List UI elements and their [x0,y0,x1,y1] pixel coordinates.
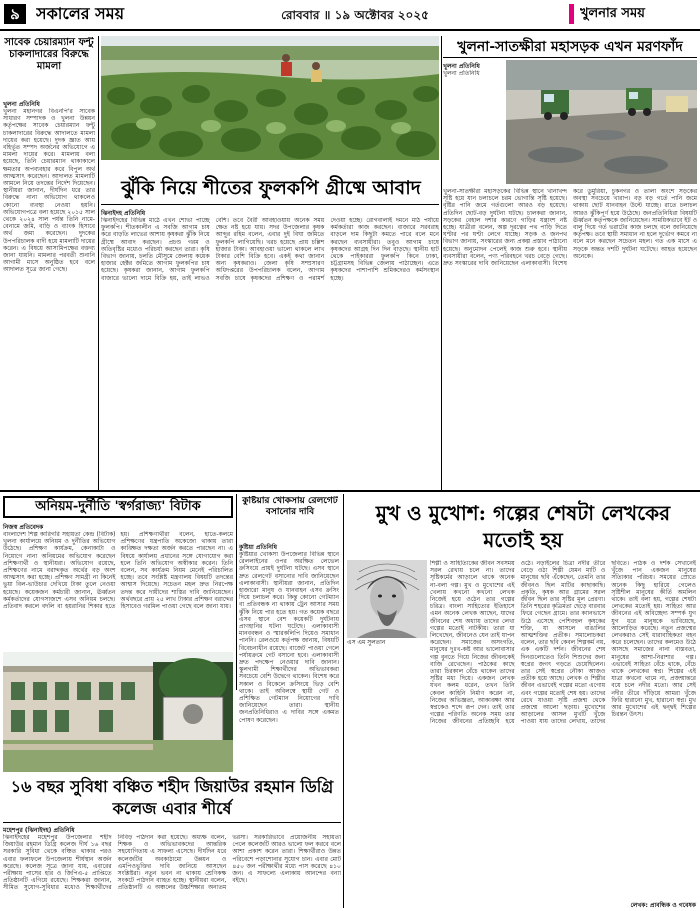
highway-story-headline: খুলনা-সাতক্ষীরা মহাসড়ক এখন মরণফাঁদ [457,39,683,55]
corruption-story-body: বাংলাদেশ শিল্প কারিগরি সহায়তা কেন্দ্র (বিটাক) খুলনা কার্যালয়ে অনিয়ম ও দুর্নীতির অভিযোগ উঠেছে। প্রশিক্ষণ কার্যক্রম, কেনাকাটা ও নিয়োগে নানা অনিয়মের অভিযোগ করেছেন প্রশিক্ষণার্থী ও স্থানীয়রা। অভিযোগ রয়েছে, প্রশিক্ষণের নামে বরাদ্দকৃত অর্থের বড় অংশ আত্মসাৎ করা হচ্ছে। প্রশিক্ষণ সামগ্রী না কিনেই ভুয়া বিল-ভাউচার দেখিয়ে টাকা তুলে নেওয়া হয়েছে। কয়েকজন কর্মচারী জানান, ঊর্ধ্বতন কর্মকর্তাদের যোগসাজশে এসব অনিয়ম চলছে। প্রতিবাদ করলে বদলি বা হয়রানির শিকার হতে হয়। প্রশিক্ষণার্থীরা বলেন, হাতে-কলমে প্রশিক্ষণের যন্ত্রপাতি অকেজো থাকায় তারা কাঙ্ক্ষিত দক্ষতা অর্জন করতে পারছেন না। এ বিষয়ে কার্যালয় প্রধানের সঙ্গে যোগাযোগ করা হলে তিনি অভিযোগ অস্বীকার করেন। তিনি বলেন, সব কার্যক্রম নিয়ম মেনেই পরিচালিত হচ্ছে। তবে সংশ্লিষ্ট মন্ত্রণালয় বিষয়টি তদন্তের আশ্বাস দিয়েছে। সচেতন মহল দ্রুত নিরপেক্ষ তদন্ত করে দায়ীদের শাস্তির দাবি জানিয়েছেন। অর্থবছরে প্রায় ২৫ লাখ টাকার প্রশিক্ষণ বরাদ্দের হিসাবেও গরমিল পাওয়া গেছে বলে জানা যায়। [3,531,233,611]
section-bar [569,4,574,24]
publication-date: রোববার ॥ ১৯ অক্টোবর ২০২৫ [281,8,429,22]
kushtia-story-headline: কুষ্টিয়ার খোকসায় রেলগেট বসানোর দাবি [242,496,338,517]
page-number: ৯ [10,5,20,23]
cauliflower-story-body: ঝিনাইদহের বিভিন্ন মাঠে এখন শোভা পাচ্ছে ফুলকপি। শীতকালীন এ সবজি আগাম চাষ করে বাড়তি লাভের আশায় কৃষকরা ঝুঁকি নিয়ে গ্রীষ্মে আবাদ করছেন। প্রচণ্ড গরম ও অতিবৃষ্টির মধ্যেও পরিচর্যা করছেন তারা। কৃষি বিভাগ জানায়, চলতি মৌসুমে জেলায় কয়েক হাজার হেক্টর জমিতে আগাম ফুলকপির চাষ হয়েছে। কৃষকরা জানান, আগাম ফুলকপি বাজারে ভালো দামে বিক্রি হয়, তাই লাভও বেশি। তবে বৈরী আবহাওয়ায় অনেক সময় ক্ষেত নষ্ট হয়ে যায়। সদর উপজেলার কৃষক আব্দুর রহিম বলেন, এবার দুই বিঘা জমিতে ফুলকপি লাগিয়েছি। খরচ হয়েছে প্রায় চল্লিশ হাজার টাকা। আবহাওয়া ভালো থাকলে লাখ টাকার বেশি বিক্রি হবে। একই কথা জানান অন্য কৃষকরাও। জেলা কৃষি সম্প্রসারণ অধিদপ্তরের উপপরিচালক বলেন, আগাম সবজি চাষে কৃষকদের প্রশিক্ষণ ও পরামর্শ দেওয়া হচ্ছে। রোগবালাই দমনে মাঠ পর্যায়ে কর্মকর্তারা কাজ করছেন। বাজারে সরবরাহ বাড়লে দাম কিছুটা কমতে পারে বলে মনে করছেন ব্যবসায়ীরা। তবুও আগাম চাষে কৃষকদের আগ্রহ দিন দিন বাড়ছে। স্থানীয় হাট থেকে পাইকাররা ফুলকপি কিনে ঢাকা, চট্টগ্রামসহ বিভিন্ন জেলায় পাঠাচ্ছেন। এতে কৃষকদের পাশাপাশি শ্রমিকদেরও কর্মসংস্থান হচ্ছে। [101,217,439,282]
writer-portrait-illustration [347,560,427,638]
college-story-byline: মহেশপুর (ঝিনাইদহ) প্রতিনিধি [3,827,75,834]
column-rule-kushtia [236,494,237,690]
chairman-story-heading: সাবেক চেয়ারম্যান ফন্টু চাকলাদারের বিরুদ্ধে মামলা [4,37,94,72]
college-building-photo [3,652,233,772]
cauliflower-field-illustration [101,36,439,160]
kushtia-story-body: কুষ্টিয়ার খোকসা উপজেলার বিভিন্ন স্থানে রেললাইনের ওপর অরক্ষিত লেভেল ক্রসিংয়ে প্রায়ই দুর্ঘটনা ঘটছে। এসব স্থানে দ্রুত রেলগেট বসানোর দাবি জানিয়েছেন এলাকাবাসী। স্থানীয়রা জানান, প্রতিদিন হাজারো মানুষ ও যানবাহন এসব ক্রসিং দিয়ে চলাচল করে। কিন্তু কোনো গেটম্যান বা প্রতিবন্ধক না থাকায় ট্রেন আসার সময় ঝুঁকি নিয়ে পার হতে হয়। গত কয়েক বছরে এসব স্থানে বেশ কয়েকটি দুর্ঘটনায় প্রাণহানির ঘটনা ঘটেছে। এলাকাবাসী মানববন্ধন ও স্মারকলিপি দিয়েও সমাধান পাননি। রেলওয়ে কর্তৃপক্ষ জানায়, বিষয়টি বিবেচনাধীন রয়েছে। বাজেট পাওয়া গেলে পর্যায়ক্রমে গেট বসানো হবে। এলাকাবাসী দ্রুত পদক্ষেপ নেওয়ার দাবি জানান। স্কুলগামী শিক্ষার্থীদের অভিভাবকরা সবচেয়ে বেশি উদ্বেগে থাকেন। বিশেষ করে সকাল ও বিকেলে ক্রসিংয়ে ভিড় বেশি থাকে। তাই অবিলম্বে স্থায়ী গেট ও প্রশিক্ষিত গেটম্যান নিয়োগের দাবি জানিয়েছেন তারা। স্থানীয় জনপ্রতিনিধিরাও এ দাবির সঙ্গে একমত পোষণ করেছেন। [239,551,339,724]
college-story-headline: ১৬ বছর সুবিধা বঞ্চিত শহীদ জিয়াউর রহমান ডিগ্রি কলেজ এবার শীর্ষে [10,777,334,818]
section-name: খুলনার সময় [580,6,645,21]
column-rule-left [98,36,99,490]
feature-story-author: লেখক: প্রাবন্ধিক ও গবেষক [630,902,696,909]
college-headline-rule [3,822,341,823]
highway-photo [506,60,697,184]
chairman-story-byline: খুলনা প্রতিনিধি [3,101,40,108]
writer-portrait-caption: এস এম সুলতান [347,639,386,646]
feature-story-body-side [347,650,427,908]
writer-portrait-photo [347,560,427,638]
highway-illustration [506,60,697,184]
kushtia-story-byline: কুষ্টিয়া প্রতিনিধি [239,544,277,551]
upper-section-rule [0,490,700,492]
feature-story-body: শিল্পী ও সাহিত্যিকের জীবন সবসময় সরল রেখায় চলে না। তাদের সৃষ্টিকর্মের আড়ালে থাকে অনেক না-বলা গল্প। মুখ ও মুখোশের এই খেলায় কখনো কখনো লেখক নিজেই হয়ে ওঠেন তার গল্পের চরিত্র। বাংলা সাহিত্যের ইতিহাসে এমন অনেক লেখক আছেন, যাদের জীবনের শেষ অধ্যায় তাদের লেখা গল্পের মতোই নাটকীয়। তারা যা লিখেছেন, জীবনেও যেন তাই যাপন করেছেন। সমাজের অসংগতি, মানুষের দুঃখ-কষ্ট আর ভালোবাসার গল্প বুনতে গিয়ে নিজের জীবনকেই বাজি রেখেছেন। পাঠকের কাছে তারা চিরকাল বেঁচে থাকেন তাদের সৃষ্টির মধ্য দিয়ে। একজন লেখক যখন কলম ধরেন, তখন তিনি কেবল কাহিনি নির্মাণ করেন না, নিজের অভিজ্ঞতা, আকাঙ্ক্ষা আর স্বপ্নকেও শব্দে রূপ দেন। তাই তার গল্পের পরিণতি অনেক সময় তার নিজের জীবনের প্রতিচ্ছবি হয়ে ওঠে। নড়াইলের চিত্রা নদীর তীরে বেড়ে ওঠা শিল্পী যেমন মাটি ও মানুষের ছবি এঁকেছেন, তেমনি তার জীবনও ছিল মাটির কাছাকাছি। প্রকৃতি, কৃষক আর গ্রামের সরল জীবন ছিল তার সৃষ্টির মূল প্রেরণা। তিনি শহরের কৃত্রিমতা ছেড়ে বারবার ফিরে গেছেন গ্রামে। তার ক্যানভাসে উঠে এসেছে পেশিবহুল কৃষকের শক্তি, যা আসলে বাঙালির আত্মশক্তির প্রতীক। সমালোচকরা বলেন, তার ছবি কেবল শিল্পকর্ম নয়, এক একটি দর্শন। জীবনের শেষ দিনগুলোতেও তিনি শিশুদের জন্য স্বপ্নের জগৎ গড়তে চেয়েছিলেন। তার সেই স্বপ্নের নৌকা আজও প্রতীক হয়ে আছে। লেখক ও শিল্পীর জীবন এভাবেই গল্পের মতো এগোয় এবং গল্পের মতোই শেষ হয়। তাদের রেখে যাওয়া সৃষ্টি প্রজন্ম থেকে প্রজন্মে আলো ছড়ায়। মুখোশের আড়ালের আসল মুখটি খুঁজে পাওয়া যায় তাদের লেখায়, তাদের ছবিতে। পাঠক ও দর্শক সেখানেই খুঁজে পান একজন মানুষের সত্যিকার পরিচয়। সময়ের স্রোতে অনেক কিছু হারিয়ে গেলেও সৃষ্টিশীল মানুষের কীর্তি অমলিন থাকে। তাই বলা হয়, গল্পের শেষটা লেখকের মতোই হয়। সাহিত্য আর জীবনের এই অবিচ্ছেদ্য সম্পর্ক যুগ যুগ ধরে মানুষকে ভাবিয়েছে, আলোড়িত করেছে। নতুন প্রজন্মের লেখকরাও সেই ধারাবাহিকতা বহন করে চলেছেন। তাদের কলমেও উঠে আসছে সমাজের নানা বাস্তবতা, মানুষের আশা-নিরাশার গল্প। এভাবেই সাহিত্য বেঁচে থাকে, বেঁচে থাকে লেখকের স্বপ্ন। শিল্পের এই যাত্রা কখনো থামে না, প্রজন্মান্তরে বয়ে চলে নদীর মতো। আর সেই নদীর তীরে দাঁড়িয়ে আমরা খুঁজে ফিরি হারানো মুখ, হারানো স্বপ্ন। মুখ আর মুখোশের এই দ্বন্দ্বই শিল্পের চিরন্তন উৎস। [430,560,696,726]
column-rule-right [441,36,442,490]
highway-story-body: খুলনা-সাতক্ষীরা মহাসড়কের বিভিন্ন স্থানে খানাখন্দ সৃষ্টি হয়ে যান চলাচলে চরম ভোগান্তি সৃষ্টি হয়েছে। বৃষ্টির পানি জমে গর্তগুলো আরও বড় হয়েছে। প্রতিদিন ছোট-বড় দুর্ঘটনা ঘটছে। চালকরা জানান, সড়কের বেহাল দশার কারণে গাড়ির যন্ত্রাংশ নষ্ট হচ্ছে। যাত্রীরা বলেন, অল্প দূরত্বের পথ পাড়ি দিতে ঘণ্টার পর ঘণ্টা লেগে যাচ্ছে। সড়ক ও জনপথ বিভাগ জানায়, সংস্কারের জন্য প্রকল্প প্রস্তাব পাঠানো হয়েছে। অনুমোদন পেলেই কাজ শুরু হবে। স্থানীয় ব্যবসায়ীরা বলেন, পণ্য পরিবহনে খরচ বেড়ে গেছে। দ্রুত সংস্কারের দাবি জানিয়েছেন এলাকাবাসী। বিশেষ করে ডুমুরিয়া, চুকনগর ও তালা অংশে সড়কের অবস্থা সবচেয়ে খারাপ। বড় বড় গর্তে পানি জমে থাকায় ছোট যানবাহন উল্টে যাচ্ছে। রাতে চলাচল আরও ঝুঁকিপূর্ণ হয়ে উঠেছে। জনপ্রতিনিধিরা বিষয়টি ঊর্ধ্বতন কর্তৃপক্ষকে জানিয়েছেন। সাময়িকভাবে ইট ও বালু দিয়ে গর্ত ভরাটের কাজ চলছে বলে জানিয়েছে কর্তৃপক্ষ। তবে স্থায়ী সমাধান না হলে দুর্ভোগ কমবে না বলে মনে করছেন সচেতন মহল। গত এক মাসে এ সড়কে অন্তত দশটি দুর্ঘটনা ঘটেছে। আহত হয়েছেন অনেকে। [443,188,697,268]
cauliflower-story-byline: ঝিনাইদহ প্রতিনিধি [101,210,146,217]
chairman-story-body: খুলনা মহানগর বিএনপি'র সাবেক সাধারণ সম্পাদক ও খুলনা উন্নয়ন কর্তৃপক্ষের সাবেক চেয়ারম্যান ফন্টু চাকলাদারের বিরুদ্ধে আদালতে মামলা দায়ের করা হয়েছে। দুদক জ্ঞাত আয় বহির্ভূত সম্পদ অর্জনের অভিযোগে এ মামলা দায়ের করে। মামলায় বলা হয়েছে, তিনি চেয়ারম্যান থাকাকালে ক্ষমতার অপব্যবহার করে বিপুল অর্থ আত্মসাৎ করেছেন। আদালত মামলাটি আমলে নিয়ে তদন্তের নির্দেশ দিয়েছেন। স্থানীয়রা জানান, দীর্ঘদিন ধরে তার বিরুদ্ধে নানা অভিযোগ থাকলেও কোনো ব্যবস্থা নেওয়া হয়নি। অভিযোগপত্রে বলা হয়েছে ২০১৫ সাল থেকে ২০২৪ সাল পর্যন্ত তিনি নামে-বেনামে জমি, বাড়ি ও ব্যাংক হিসাবে অর্থ জমা করেছেন। দুদকের উপপরিচালক বাদী হয়ে মামলাটি দায়ের করেন। এ বিষয়ে আসামিপক্ষের বক্তব্য জানা যায়নি। মামলার পরবর্তী শুনানি আগামী মাসে অনুষ্ঠিত হবে বলে আদালত সূত্রে জানা গেছে। [3,108,95,274]
cauliflower-headline-rule [101,204,439,205]
cauliflower-story-headline: ঝুঁকি নিয়ে শীতের ফুলকপি গ্রীষ্মে আবাদ [121,177,421,199]
masthead [0,0,700,28]
highway-story-body-lead: খুলনা প্রতিনিধি [443,70,480,77]
feature-story-headline: মুখ ও মুখোশ: গল্পের শেষটা লেখকের মতোই হয় [375,501,671,552]
corruption-story-headline: অনিয়ম-দুর্নীতি 'স্বর্গরাজ্য' বিটাক [35,499,201,514]
college-story-body: ঝিনাইদহের মহেশপুর উপজেলার শহীদ জিয়াউর রহমান ডিগ্রি কলেজ দীর্ঘ ১৬ বছর সরকারি সুবিধা থেকে বঞ্চিত থাকার পরও এবার ফলাফলে উপজেলায় শীর্ষস্থান অর্জন করেছে। কলেজ সূত্রে জানা যায়, এবারের পরীক্ষায় পাসের হার ও জিপিএ-৫ প্রাপ্তিতে প্রতিষ্ঠানটি এগিয়ে রয়েছে। শিক্ষকরা জানান, সীমিত সুযোগ-সুবিধার মধ্যেও শিক্ষার্থীদের নিবিড় পাঠদান করা হয়েছে। অধ্যক্ষ বলেন, শিক্ষক ও অভিভাবকদের আন্তরিক সহযোগিতায় এ সাফল্য এসেছে। দীর্ঘদিন ধরে কলেজটির অবকাঠামো উন্নয়ন ও এমপিওভুক্তির দাবি জানিয়ে আসছেন সংশ্লিষ্টরা। নতুন ভবন না থাকায় শ্রেণিকক্ষ সংকটে পাঠদান ব্যাহত হচ্ছে। স্থানীয়রা বলেন, প্রতিষ্ঠানটি এ অঞ্চলের উচ্চশিক্ষার অন্যতম ভরসা। সরকারিভাবে প্রয়োজনীয় সহায়তা পেলে কলেজটি আরও ভালো ফল করবে বলে আশা প্রকাশ করেন তারা। শিক্ষার্থীরাও উন্নত পরিবেশে পড়াশোনার সুযোগ চান। এবার মোট ৪৫০ জন পরীক্ষার্থীর মধ্যে পাস করেছে ৪১০ জন। এ সাফল্যে এলাকায় আনন্দের বন্যা বইছে। [3,834,341,892]
highway-story-byline: খুলনা প্রতিনিধি [443,63,480,70]
corruption-story-byline: নিজস্ব প্রতিবেদক [3,524,44,531]
paper-name: সকালের সময় [36,4,125,23]
column-rule-feature [343,494,344,908]
highway-story-body-top [443,70,503,185]
cauliflower-field-photo [101,36,439,160]
college-building-illustration [3,652,233,772]
masthead-rule [0,29,700,31]
